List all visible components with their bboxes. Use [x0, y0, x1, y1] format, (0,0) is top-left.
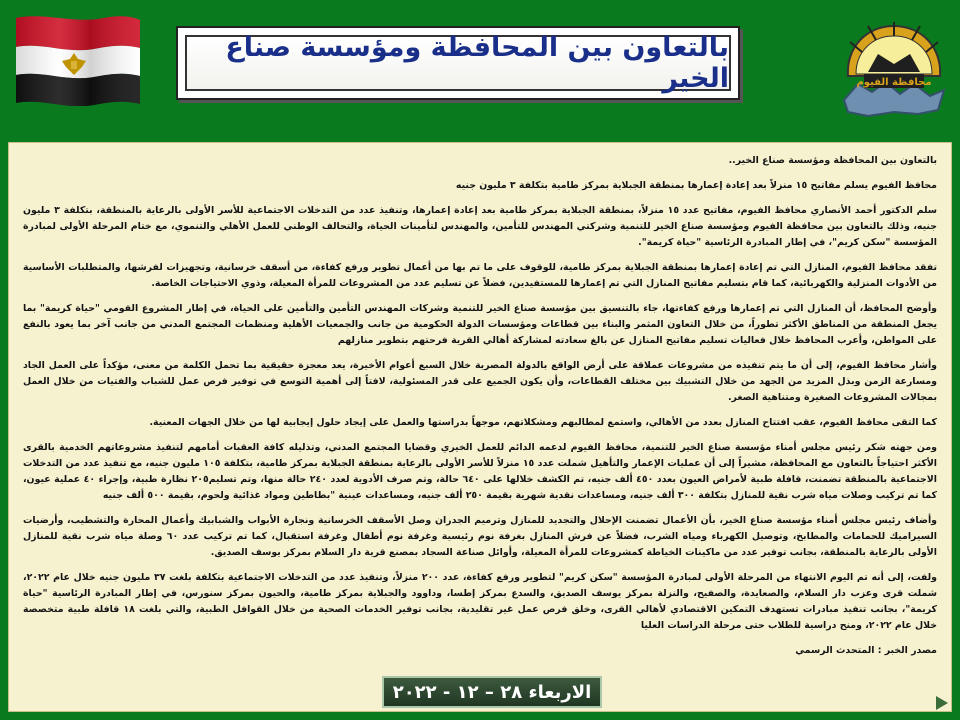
article-paragraph: كما التقى محافظ الفيوم، عقب افتتاح المنازل بعدد من الأهالي، واستمع لمطالبهم ومشكلاتهم، موجهاً بدراستها والعمل على إيجاد حلول إيجابية لها من خلال الجهات المعنية.	[149, 417, 937, 428]
date-badge	[382, 676, 602, 708]
article-paragraph: ومن جهته شكر رئيس مجلس أمناء مؤسسة صناع الخير للتنمية، محافظ الفيوم لدعمه الدائم للعمل الخيري وقضايا المجتمع المدني، وتذليله كافة العقبات أمامهم لتنفيذ مشروعاتهم الخدمية بالقرى الأكثر احتياجاً بالتعاون مع المحافظة، مشيراً إلى أن عمليات الإعمار والتأهيل شملت عدد ١٥ منزلاً للأسر الأولى بالرعاية بمنطقة الجبلاية بمركز طامية، بتكلفة ١٠٥ مليون جنيه، مع تنفيذ عدد من التدخلات الاجتماعية بالمنطقة تضمنت، قافلة طبية لأمراض العيون بعدد ٤٥٠ ألف جنيه، تم الكشف خلالها على ٦٤٠ حالة، وتم صرف الأدوية لعدد ٢٤٠ حالة منها، وتم تسليم٢٠٥ نظارة طبية، وإجراء ٤٠ عملية عيون، كما تم تركيب وصلات مياه شرب نقية للمنازل بتكلفة ٣٠٠ ألف جنيه، ومساعدات نقدية شهرية بقيمة ٢٥٠ ألف جنيه، ومساعدات عينية "بطاطين ومواد غذائية ولحوم، بقيمة ٥٠٠ ألف جنيه	[23, 442, 938, 501]
title-banner	[176, 26, 740, 100]
egypt-flag-icon	[14, 14, 142, 106]
page-title: بالتعاون بين المحافظة ومؤسسة صناع الخير	[225, 32, 729, 94]
article-paragraph: محافظ الفيوم يسلم مفاتيح ١٥ منزلاً بعد إعادة إعمارها بمنطقة الجبلاية بمركز طامية بتكلفة ٣ مليون جنيه	[455, 180, 937, 191]
article-paragraph: وأشار محافظ الفيوم، إلى أن ما يتم تنفيذه من مشروعات عملاقة على أرض الواقع بالدولة المصرية خلال السبع أعوام الأخيرة، يعد معجزة حقيقية بما تحمل الكلمة من معنى، مؤكداً على العمل الجاد ومسارعة الزمن وبذل المزيد من الجهد من خلال التشبيك بين مختلف القطاعات، وأن يكون الجميع على قدر المسئولية، لافتاً إلى أهمية التوسع في توفير فرص عمل للشباب والفتيات من خلال العمل بمجالات المشروعات الصغيرة ومتناهية الصغر.	[23, 360, 937, 403]
header-band	[0, 0, 960, 140]
article-body	[8, 142, 952, 712]
fayoum-governorate-logo	[838, 14, 950, 122]
article-paragraph: تفقد محافظ الفيوم، المنازل التي تم إعادة إعمارها بمنطقة الجبلاية بمركز طامية، للوقوف على ما تم بها من أعمال تطوير ورفع كفاءة، من أسقف خرسانية، وتجهيزات لفرشها، والمتطلبات الأساسية من الأدوات المنزلية والكهربائية، كما قام بتسليم مفاتيح المنازل التي تم إعمارها للمستفيدين، فضلاً عن تسليم عدد من المشروعات للمرأة المعيلة، وذوي الاحتياجات الخاصة.	[23, 262, 937, 289]
next-slide-arrow-icon[interactable]	[936, 696, 948, 710]
article-paragraph: وأضاف رئيس مجلس أمناء مؤسسة صناع الخير، بأن الأعمال تضمنت الإحلال والتجديد للمنازل وترميم الجدران وصل الأسقف الخرسانية ونجارة الأبواب والشبابيك وأعمال المحارة والتشطيب، وأرضيات السيراميك للحمامات والمطابخ، وتوصيل الكهرباء ومياه الشرب، فضلاً عن فرش المنازل بغرفة نوم رئيسية وغرفة نوم أطفال وغرفة استقبال، كما تم تركيب عدد ٦٠ وصلة مياه شرب نقية للمنازل الأولى بالرعاية بالمنطقة، بجانب توفير عدد من ماكينات الخياطة كمشروعات للمرأة المعيلة، وأوائل صناعة السجاد بمصنع قرية دار السلام بمركز يوسف الصديق.	[23, 515, 937, 558]
date-label: الاربعاء ٢٨ – ١٢ - ٢٠٢٢	[392, 681, 592, 703]
article-paragraph: سلم الدكتور أحمد الأنصاري محافظ الفيوم، مفاتيح عدد ١٥ منزلاً، بمنطقة الجبلاية بمركز طامية بعد إعادة إعمارها، وتنفيذ عدد من التدخلات الاجتماعية للأسر الأولى بالرعاية بالمنطقة، بتكلفة ٣ مليون جنيه، وذلك بالتعاون بين محافظة الفيوم ومؤسسة صناع الخير للتنمية وشركتي المهندس للتأمين، والمهندس لتأمينات الحياة، والتحالف الوطني للعمل الأهلي والتنموي، مع ختام المرحلة الأولى لمبادرة المؤسسة "سكن كريم"، في إطار المبادرة الرئاسية "حياة كريمة".	[23, 205, 937, 248]
article-source: مصدر الخبر : المتحدث الرسمي	[795, 645, 937, 656]
article-paragraph: بالتعاون بين المحافظة ومؤسسة صناع الخير..	[728, 155, 937, 166]
article-paragraph: وأوضح المحافظ، أن المنازل التي تم إعمارها ورفع كفاءتها، جاء بالتنسيق بين مؤسسة صناع الخير للتنمية وشركات المهندس التأمين والتأمين على الحياة، في إطار المشروع القومي "حياة كريمة" بما يجعل المنطقة من المناطق الأكثر تطوراً، من خلال التعاون المثمر والبناء بين قطاعات ومؤسسات الدولة الحكومية من جانب والجمعيات الأهلية ومنظمات المجتمع المدني من جانب آخر بما يعود بالنفع على المواطن، وأعرب المحافظ خلال فعاليات تسليم مفاتيح المنازل عن بالغ سعادته لمشاركة أهالي القرية فرحتهم بتطوير منازلهم	[23, 303, 937, 346]
title-inner-frame	[185, 32, 731, 94]
logo-text: محافظة الفيوم	[856, 77, 932, 88]
article-paragraph: ولفت، إلى أنه تم اليوم الانتهاء من المرحلة الأولى لمبادرة المؤسسة "سكن كريم" لتطوير ورفع كفاءة، عدد ٢٠٠ منزلاً، وتنفيذ عدد من التدخلات الاجتماعية بتكلفة بلغت ٣٧ مليون جنيه خلال عام ٢٠٢٢، شملت قرى وعزب دار السلام، والصعايدة، والصفيح، والنزلة بمركز يوسف الصديق، والسدع بمركز إطسا، وداوود والجبلاية بمركز طامية، والحيون بمركز سنورس، في إطار المبادرة الرئاسية "حياة كريمة"، بجانب تنفيذ مبادرات تستهدف التمكين الاقتصادي لأهالي القرى، وخلق فرص عمل غير تقليدية، بجانب توفير الخدمات الصحية من خلال القوافل الطبية، والتي بلغت ١٨ قافلة طبية متخصصة خلال عام ٢٠٢٢، ومنح دراسية للطلاب حتى مرحلة الدراسات العليا	[23, 572, 937, 631]
